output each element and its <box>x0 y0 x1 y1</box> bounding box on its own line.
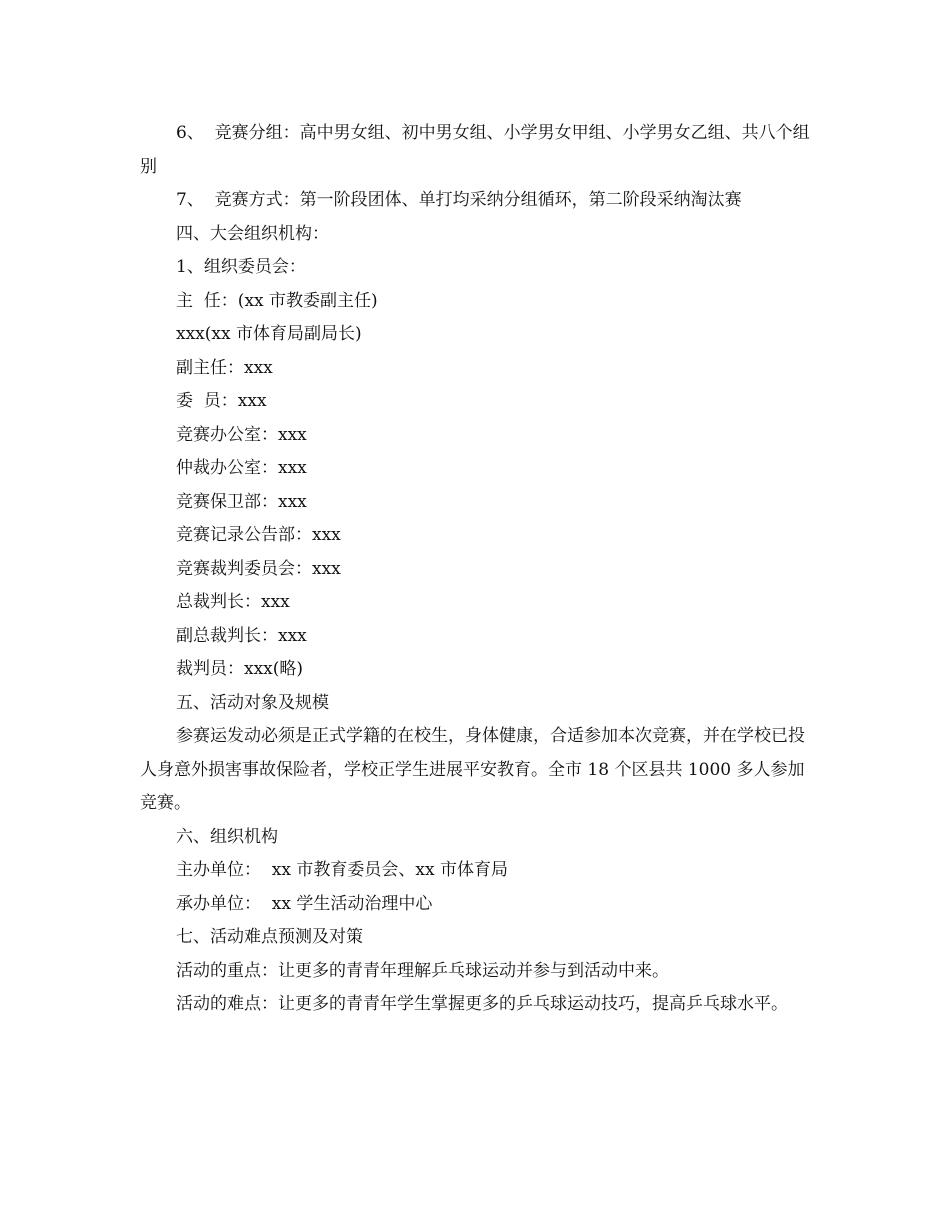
section-heading-organization: 四、大会组织机构： <box>176 223 329 244</box>
line-competition-office: 竞赛办公室：xxx <box>176 424 307 445</box>
line-referees: 裁判员：xxx(略) <box>176 659 304 679</box>
line-organizer: 承办单位： xx 学生活动治理中心 <box>176 893 433 914</box>
paragraph-competition-groups: 6、 竞赛分组：高中男女组、初中男女组、小学男女甲组、小学男女乙组、共八个组别 <box>140 123 810 177</box>
subheading-organizing-committee: 1、组织委员会： <box>176 257 306 277</box>
line-deputy-director: 副主任：xxx <box>176 357 273 378</box>
section-heading-participants: 五、活动对象及规模 <box>176 692 329 713</box>
line-deputy-chief-referee: 副总裁判长：xxx <box>176 625 307 646</box>
line-host: 主办单位： xx 市教育委员会、xx 市体育局 <box>176 860 508 880</box>
line-chief-referee: 总裁判长：xxx <box>176 592 290 612</box>
line-records-department: 竞赛记录公告部：xxx <box>176 525 341 545</box>
line-director: 主 任：(xx 市教委副主任) <box>176 290 378 311</box>
document-body <box>140 117 812 1022</box>
line-security-department: 竞赛保卫部：xxx <box>176 491 307 512</box>
section-heading-difficulties: 七、活动难点预测及对策 <box>176 927 363 947</box>
line-members: 委 员：xxx <box>176 391 267 411</box>
paragraph-competition-format: 7、 竞赛方式：第一阶段团体、单打均采纳分组循环，第二阶段采纳淘汰赛 <box>176 190 742 210</box>
section-heading-organizers: 六、组织机构 <box>176 826 278 847</box>
line-director-2: xxx(xx 市体育局副局长) <box>176 324 362 344</box>
paragraph-difficulty: 活动的难点：让更多的青青年学生掌握更多的乒乓球运动技巧，提高乒乓球水平。 <box>176 994 788 1014</box>
line-arbitration-office: 仲裁办公室：xxx <box>176 458 307 478</box>
paragraph-key-point: 活动的重点：让更多的青青年理解乒乓球运动并参与到活动中来。 <box>176 960 669 981</box>
paragraph-participants: 参赛运发动必须是正式学籍的在校生，身体健康，合适参加本次竞赛，并在学校已投人身意外损害事故保险者，学校正学生进展平安教育。全市 18 个区县共 1000 多人参加竞赛。 <box>140 726 805 813</box>
line-referee-committee: 竞赛裁判委员会：xxx <box>176 558 341 579</box>
